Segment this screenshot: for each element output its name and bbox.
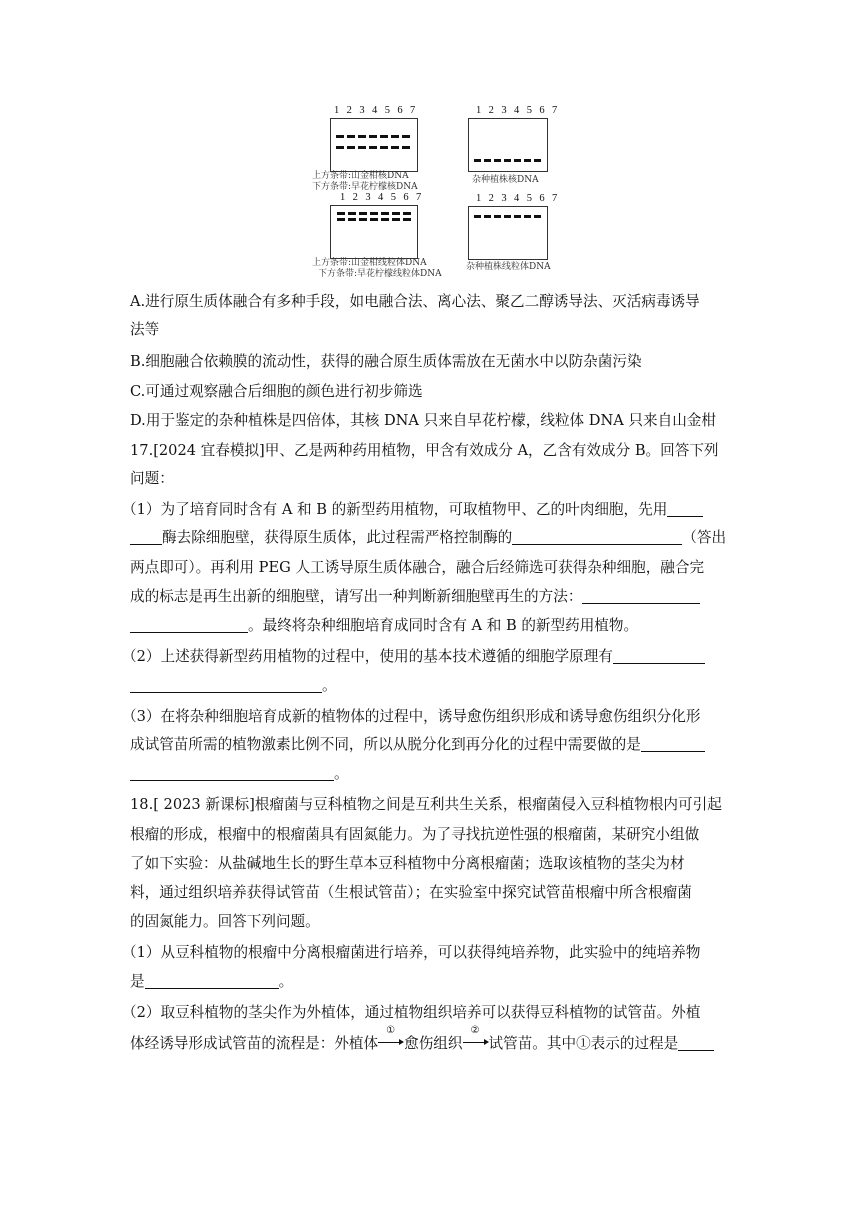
lane-numbers: 1 2 3 4 5 6 7 — [476, 193, 560, 204]
answer-blank[interactable] — [130, 528, 162, 545]
question-17-cont: 问题： — [130, 470, 174, 487]
band — [484, 215, 491, 218]
text-segment: 。最终将杂种细胞培育成同时含有 A 和 B 的新型药用植物。 — [248, 617, 639, 634]
answer-blank[interactable] — [641, 735, 705, 752]
gel-caption: 下方条带:早花柠檬线粒体DNA — [318, 269, 442, 279]
text-segment: （1）为了培育同时含有 A 和 B 的新型药用植物，可取植物甲、乙的叶肉细胞，先用 — [122, 501, 668, 518]
answer-blank[interactable] — [667, 500, 703, 517]
answer-blank[interactable] — [512, 528, 682, 545]
option-d: D.用于鉴定的杂种植株是四倍体，其核 DNA 只来自早花柠檬，线粒体 DNA 只来自山金柑 — [130, 412, 716, 429]
answer-blank[interactable] — [130, 764, 334, 781]
arrow-label: ① — [386, 1025, 396, 1036]
text-segment: 。 — [278, 973, 294, 990]
question-18: 18.[ 2023 新课标]根瘤菌与豆科植物之间是互利共生关系，根瘤菌侵入豆科植物根内可引起 — [130, 796, 722, 813]
bands — [474, 215, 544, 218]
q17-part2-line1 — [122, 645, 705, 666]
band — [514, 159, 521, 162]
arrow-step-1-icon — [378, 1025, 404, 1048]
q17-part1-line3: 两点即可）。再利用 PEG 人工诱导原生质体融合，融合后经筛选可获得杂种细胞，融合完 — [130, 559, 705, 576]
text-segment: 成的标志是再生出新的细胞壁，请写出一种判断新细胞壁再生的方法： — [130, 588, 583, 605]
band — [348, 218, 356, 221]
band — [403, 212, 411, 215]
band — [359, 212, 367, 215]
band — [369, 146, 377, 149]
upper-bands — [336, 135, 413, 138]
band — [347, 146, 355, 149]
q17-part2-line2 — [130, 674, 337, 695]
arrow-label: ② — [470, 1025, 480, 1036]
band — [370, 218, 378, 221]
q18-part1-line2 — [130, 970, 293, 991]
text-segment: 酶去除细胞壁，获得原生质体，此过程需严格控制酶的 — [162, 529, 513, 546]
arrow-step-2-icon — [463, 1025, 489, 1048]
q17-part1-line4 — [130, 585, 700, 606]
band — [514, 215, 521, 218]
answer-blank[interactable] — [582, 587, 700, 604]
band — [337, 218, 345, 221]
question-17: 17.[2024 宜春模拟]甲、乙是两种药用植物，甲含有效成分 A，乙含有效成分 B。回答下列 — [130, 442, 719, 459]
band — [504, 159, 511, 162]
q17-part3-line3 — [130, 762, 349, 783]
band — [381, 212, 389, 215]
band — [402, 146, 410, 149]
text-segment: 是 — [130, 973, 145, 990]
option-a-cont: 法等 — [130, 321, 160, 338]
band — [380, 135, 388, 138]
band — [524, 215, 531, 218]
gel-figure — [300, 100, 570, 280]
band — [392, 218, 400, 221]
band — [392, 212, 400, 215]
band — [474, 159, 481, 162]
gel-caption: 杂种植株核DNA — [472, 175, 539, 185]
answer-blank[interactable] — [145, 972, 279, 989]
lower-bands — [337, 218, 414, 221]
band — [336, 135, 344, 138]
band — [402, 135, 410, 138]
answer-blank[interactable] — [130, 676, 322, 693]
band — [337, 212, 345, 215]
band — [369, 135, 377, 138]
gel-box — [468, 206, 548, 260]
gel-caption: 杂种植株线粒体DNA — [466, 262, 551, 272]
band — [359, 218, 367, 221]
text-segment: 愈伤组织 — [404, 1035, 463, 1052]
text-segment: （2）上述获得新型药用植物的过程中，使用的基本技术遵循的细胞学原理有 — [122, 648, 613, 665]
q17-part1-line5 — [130, 614, 638, 635]
text-segment: 体经诱导形成试管苗的流程是：外植体 — [130, 1035, 379, 1052]
q17-part1-line2 — [130, 526, 726, 547]
band — [348, 212, 356, 215]
gel-box — [468, 118, 548, 172]
band — [474, 215, 481, 218]
band — [358, 146, 366, 149]
bands — [474, 159, 544, 162]
band — [380, 146, 388, 149]
text-segment: （答出 — [682, 529, 727, 546]
gel-caption: 下方条带:早花柠檬核DNA — [312, 182, 418, 192]
text-segment: 。 — [334, 765, 349, 782]
band — [504, 215, 511, 218]
answer-blank[interactable] — [678, 1034, 714, 1051]
option-b: B.细胞融合依赖膜的流动性，获得的融合原生质体需放在无菌水中以防杂菌污染 — [130, 353, 642, 370]
band — [381, 218, 389, 221]
band — [403, 218, 411, 221]
q17-part3-line1: （3）在将杂种细胞培育成新的植物体的过程中，诱导愈伤组织形成和诱导愈伤组织分化形 — [122, 708, 701, 725]
text-segment: 成试管苗所需的植物激素比例不同，所以从脱分化到再分化的过程中需要做的是 — [130, 736, 641, 753]
band — [534, 215, 541, 218]
band — [494, 215, 501, 218]
band — [524, 159, 531, 162]
question-18-l4: 料，通过组织培养获得试管苗（生根试管苗）；在实验室中探究试管苗根瘤中所含根瘤菌 — [130, 884, 692, 901]
gel-caption: 上方条带:山金柑核DNA — [312, 171, 409, 181]
q17-part3-line2 — [130, 733, 705, 754]
gel-caption: 上方条带:山金柑线粒体DNA — [312, 258, 427, 268]
gel-box — [330, 118, 418, 172]
lane-numbers: 1 2 3 4 5 6 7 — [334, 105, 418, 116]
band — [370, 212, 378, 215]
gel-box — [330, 205, 418, 259]
question-18-l2: 根瘤的形成，根瘤中的根瘤菌具有固氮能力。为了寻找抗逆性强的根瘤菌，某研究小组做 — [130, 826, 700, 843]
band — [391, 146, 399, 149]
band — [484, 159, 491, 162]
text-segment: 试管苗。其中①表示的过程是 — [488, 1035, 679, 1052]
q18-part2-line2 — [130, 1025, 714, 1053]
lane-numbers: 1 2 3 4 5 6 7 — [340, 192, 424, 203]
band — [336, 146, 344, 149]
lane-numbers: 1 2 3 4 5 6 7 — [476, 105, 560, 116]
question-18-l5: 的固氮能力。回答下列问题。 — [130, 913, 320, 930]
q18-part2-line1: （2）取豆科植物的茎尖作为外植体，通过植物组织培养可以获得豆科植物的试管苗。外植 — [122, 1004, 701, 1021]
answer-blank[interactable] — [613, 647, 705, 664]
q17-part1-line1 — [122, 498, 703, 519]
band — [534, 159, 541, 162]
option-a: A.进行原生质体融合有多种手段，如电融合法、离心法、聚乙二醇诱导法、灭活病毒诱导 — [130, 293, 700, 310]
band — [391, 135, 399, 138]
text-segment: 。 — [322, 677, 337, 694]
lower-bands — [336, 146, 413, 149]
band — [358, 135, 366, 138]
band — [347, 135, 355, 138]
option-c: C.可通过观察融合后细胞的颜色进行初步筛选 — [130, 383, 423, 400]
question-18-l3: 了如下实验：从盐碱地生长的野生草本豆科植物中分离根瘤菌；选取该植物的茎尖为材 — [130, 855, 685, 872]
answer-blank[interactable] — [130, 616, 248, 633]
band — [494, 159, 501, 162]
upper-bands — [337, 212, 414, 215]
q18-part1-line1: （1）从豆科植物的根瘤中分离根瘤菌进行培养，可以获得纯培养物，此实验中的纯培养物 — [122, 944, 701, 961]
